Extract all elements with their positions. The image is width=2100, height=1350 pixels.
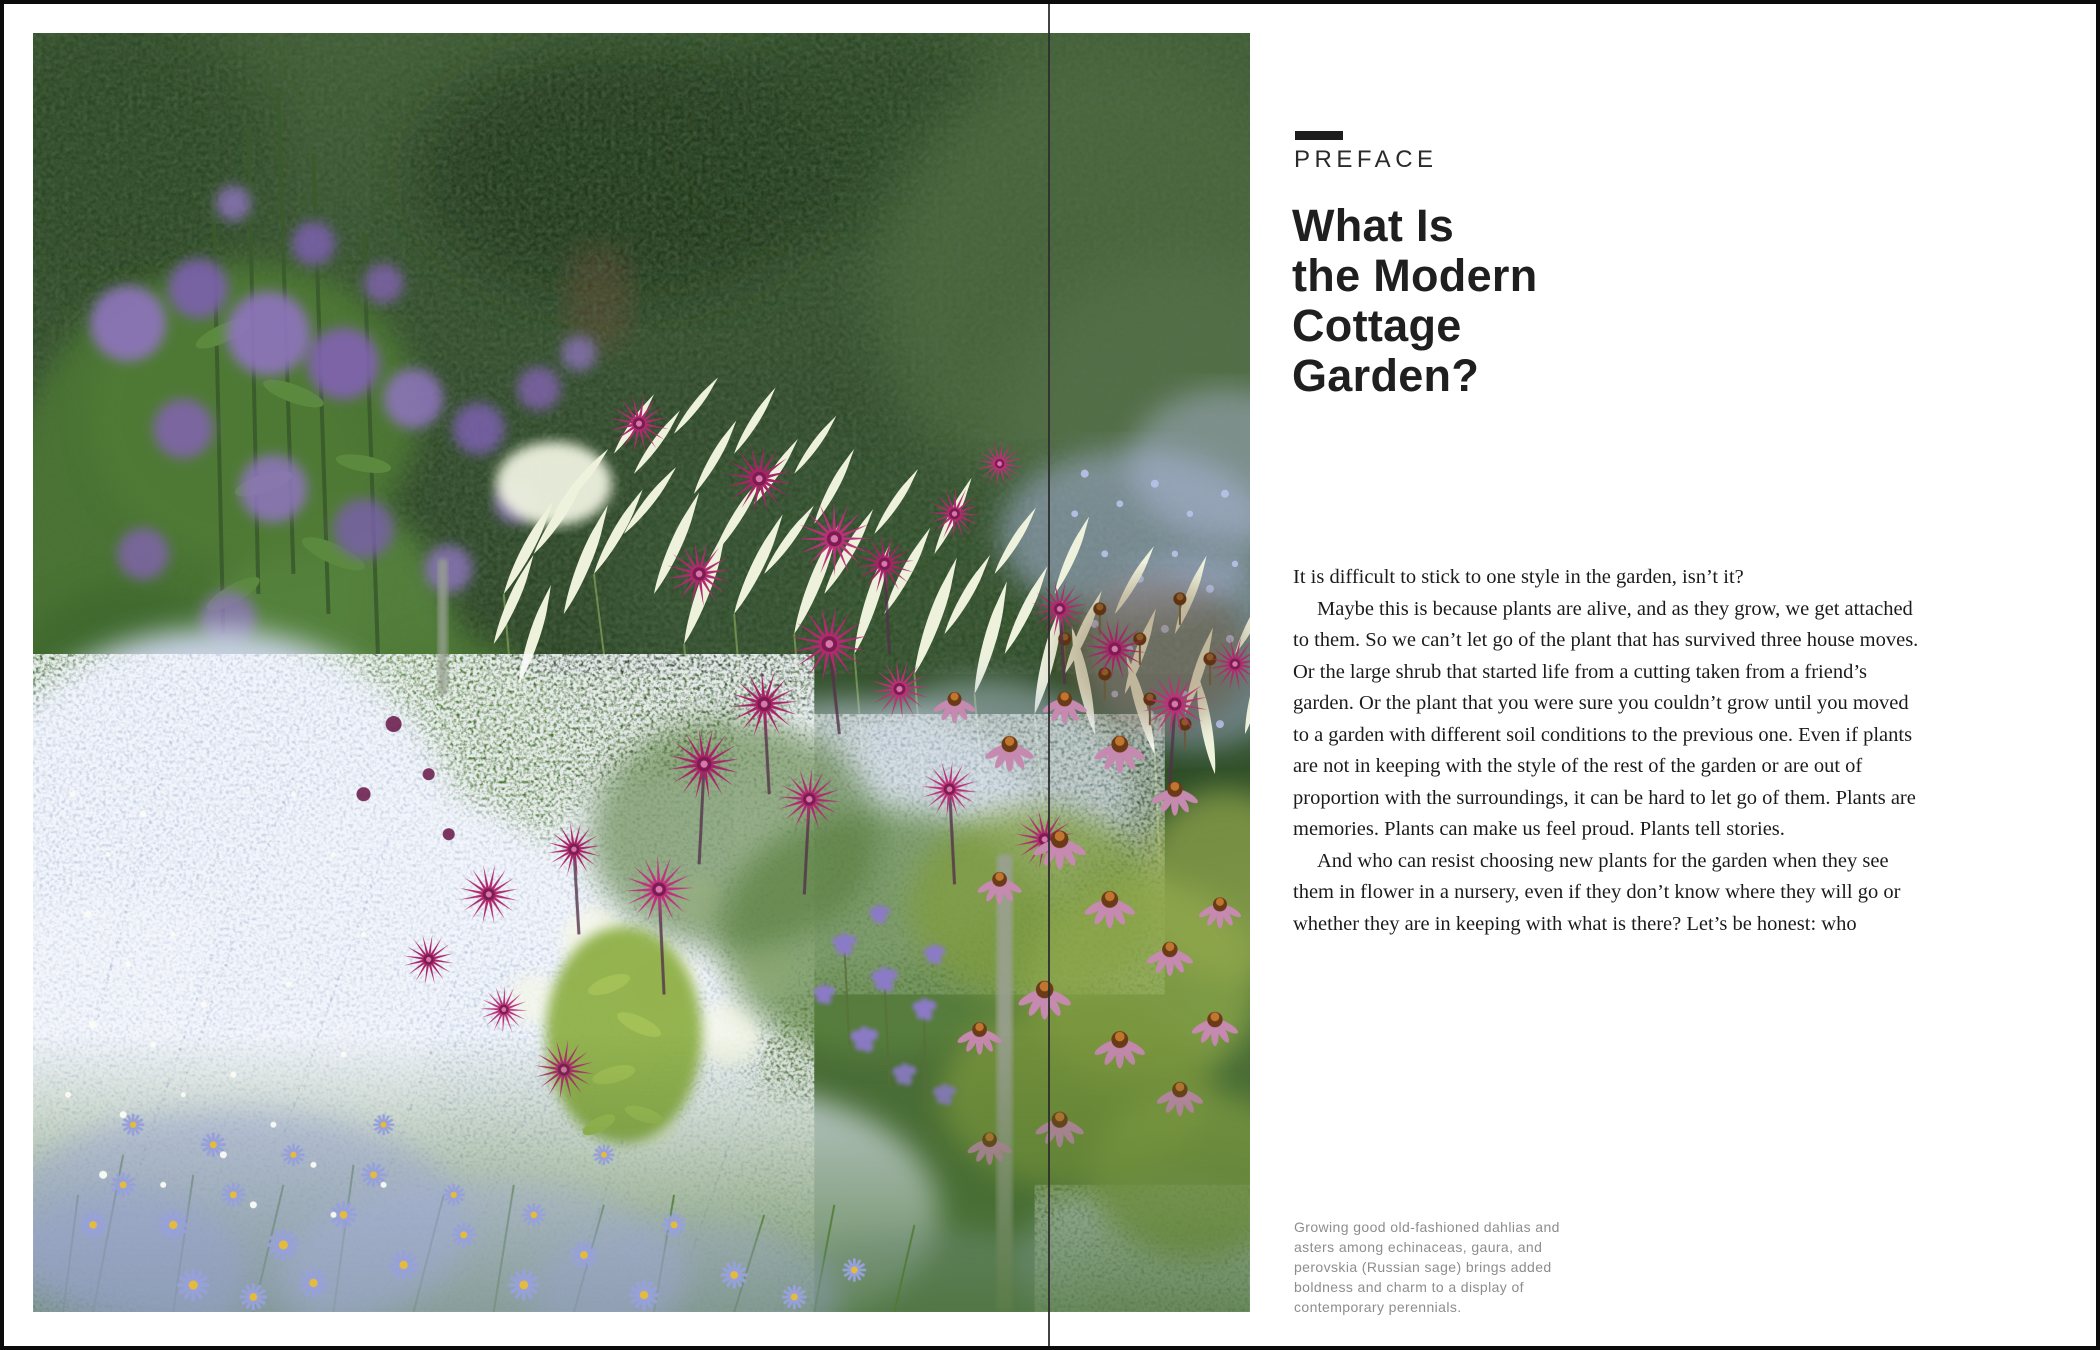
body-paragraph: It is difficult to stick to one style in the garden, isn’t it? (1293, 566, 1744, 588)
preface-kicker: PREFACE (1294, 146, 1438, 173)
garden-photo (33, 33, 1250, 1312)
page-fold-line (1048, 0, 1050, 1350)
body-paragraph: Maybe this is because plants are alive, and as they grow, we get attached to them. So we can’t let go of the plant that has survived three house moves. Or the large shrub that started life from a cutting taken from a friend’s garden. Or the plant that you were sure you couldn’t grow until you moved to a garden with different soil conditions to the previous one. Even if plants are not in keeping with the style of the rest of the garden or are out of proportion with the surroundings, it can be hard to let go of them. Plants are memories. Plants can make us feel proud. Plants tell stories. (1293, 597, 1919, 840)
kicker-accent-bar (1295, 131, 1343, 140)
chapter-title-line: the Modern (1292, 250, 1538, 301)
body-paragraph: And who can resist choosing new plants for the garden when they see them in flower in a nursery, even if they don’t know where they will go or whether they are in keeping with what is there? Let’s be honest: who (1293, 849, 1901, 935)
chapter-title-line: What Is (1292, 200, 1455, 251)
preface-body (1293, 562, 1925, 940)
chapter-title (1292, 201, 1538, 401)
chapter-title-line: Garden? (1292, 350, 1480, 401)
photo-caption: Growing good old-fashioned dahlias and asters among echinaceas, gaura, and perovskia (Russian sage) brings added boldness and charm to a display of contemporary perennials. (1294, 1219, 1560, 1315)
chapter-title-line: Cottage (1292, 300, 1462, 351)
